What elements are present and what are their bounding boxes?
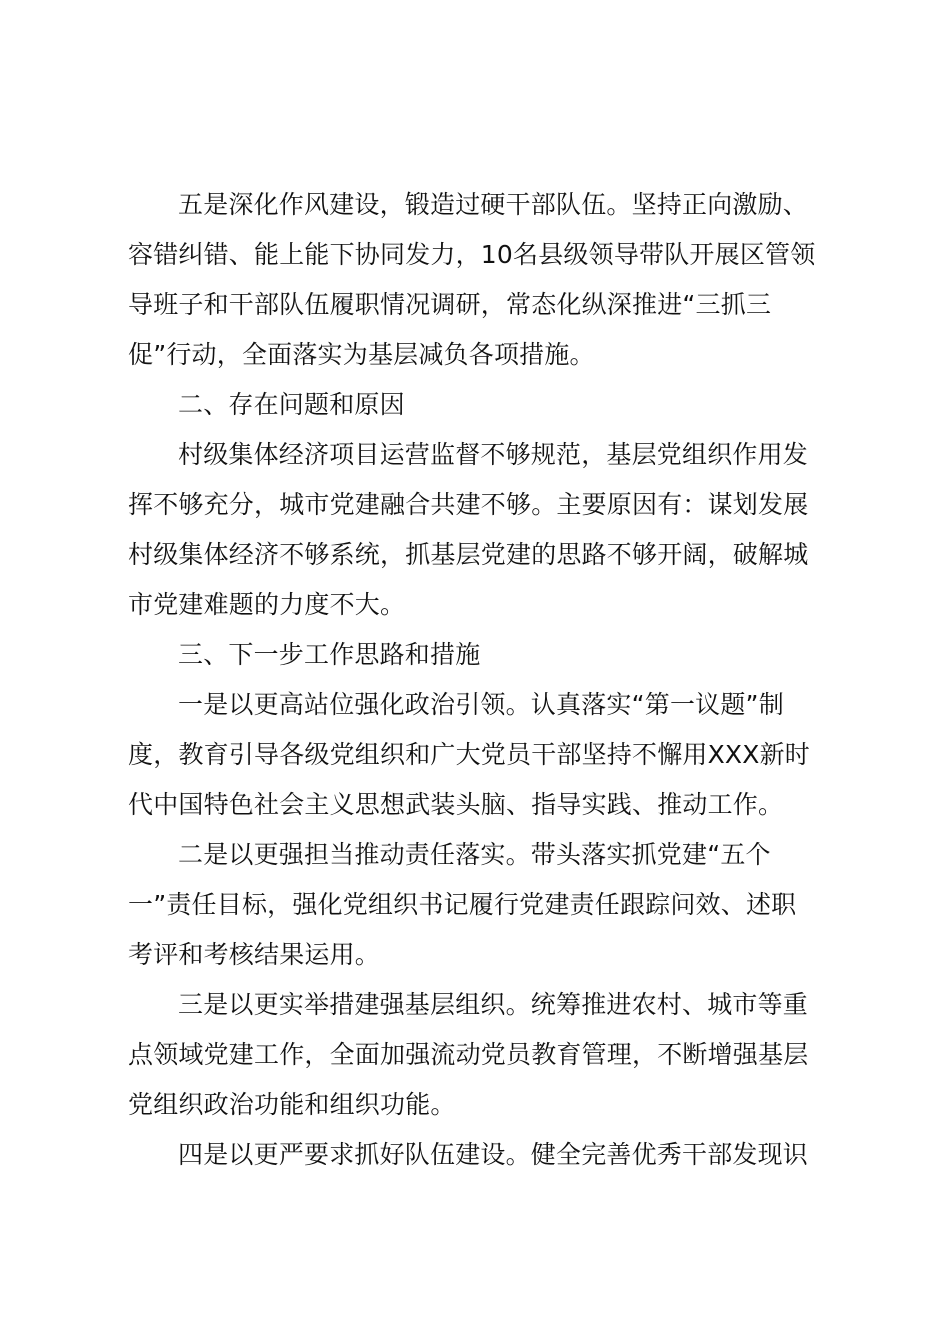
text-line: 四是以更严要求抓好队伍建设。健全完善优秀干部发现识 <box>178 1140 809 1169</box>
text-line: 度，教育引导各级党组织和广大党员干部坚持不懈用XXX新时 <box>128 740 810 769</box>
text-line: 五是深化作风建设，锻造过硬干部队伍。坚持正向激励、 <box>178 190 809 219</box>
text-line: 考评和考核结果运用。 <box>128 940 381 969</box>
text-line: 村级集体经济项目运营监督不够规范，基层党组织作用发 <box>178 440 809 469</box>
text-line: 三是以更实举措建强基层组织。统筹推进农村、城市等重 <box>178 990 809 1019</box>
text-line: 导班子和干部队伍履职情况调研，常态化纵深推进“三抓三 <box>128 290 772 319</box>
text-line: 二是以更强担当推动责任落实。带头落实抓党建“五个 <box>178 840 771 869</box>
text-line: 一是以更高站位强化政治引领。认真落实“第一议题”制 <box>178 690 784 719</box>
text-line: 点领域党建工作，全面加强流动党员教育管理，不断增强基层 <box>128 1040 809 1069</box>
text-line: 挥不够充分，城市党建融合共建不够。主要原因有：谋划发展 <box>128 490 809 519</box>
text-line: 党组织政治功能和组织功能。 <box>128 1090 456 1119</box>
text-line: 代中国特色社会主义思想武装头脑、指导实践、推动工作。 <box>128 790 784 819</box>
text-line: 一”责任目标，强化党组织书记履行党建责任跟踪问效、述职 <box>128 890 797 919</box>
text-line: 容错纠错、能上能下协同发力，10名县级领导带队开展区管领 <box>128 240 816 269</box>
text-line: 市党建难题的力度不大。 <box>128 590 406 619</box>
text-line: 促”行动，全面落实为基层减负各项措施。 <box>128 340 595 369</box>
text-line: 村级集体经济不够系统，抓基层党建的思路不够开阔，破解城 <box>128 540 809 569</box>
section-heading: 二、存在问题和原因 <box>178 390 405 419</box>
document-body <box>128 180 840 1180</box>
section-heading: 三、下一步工作思路和措施 <box>178 640 481 669</box>
